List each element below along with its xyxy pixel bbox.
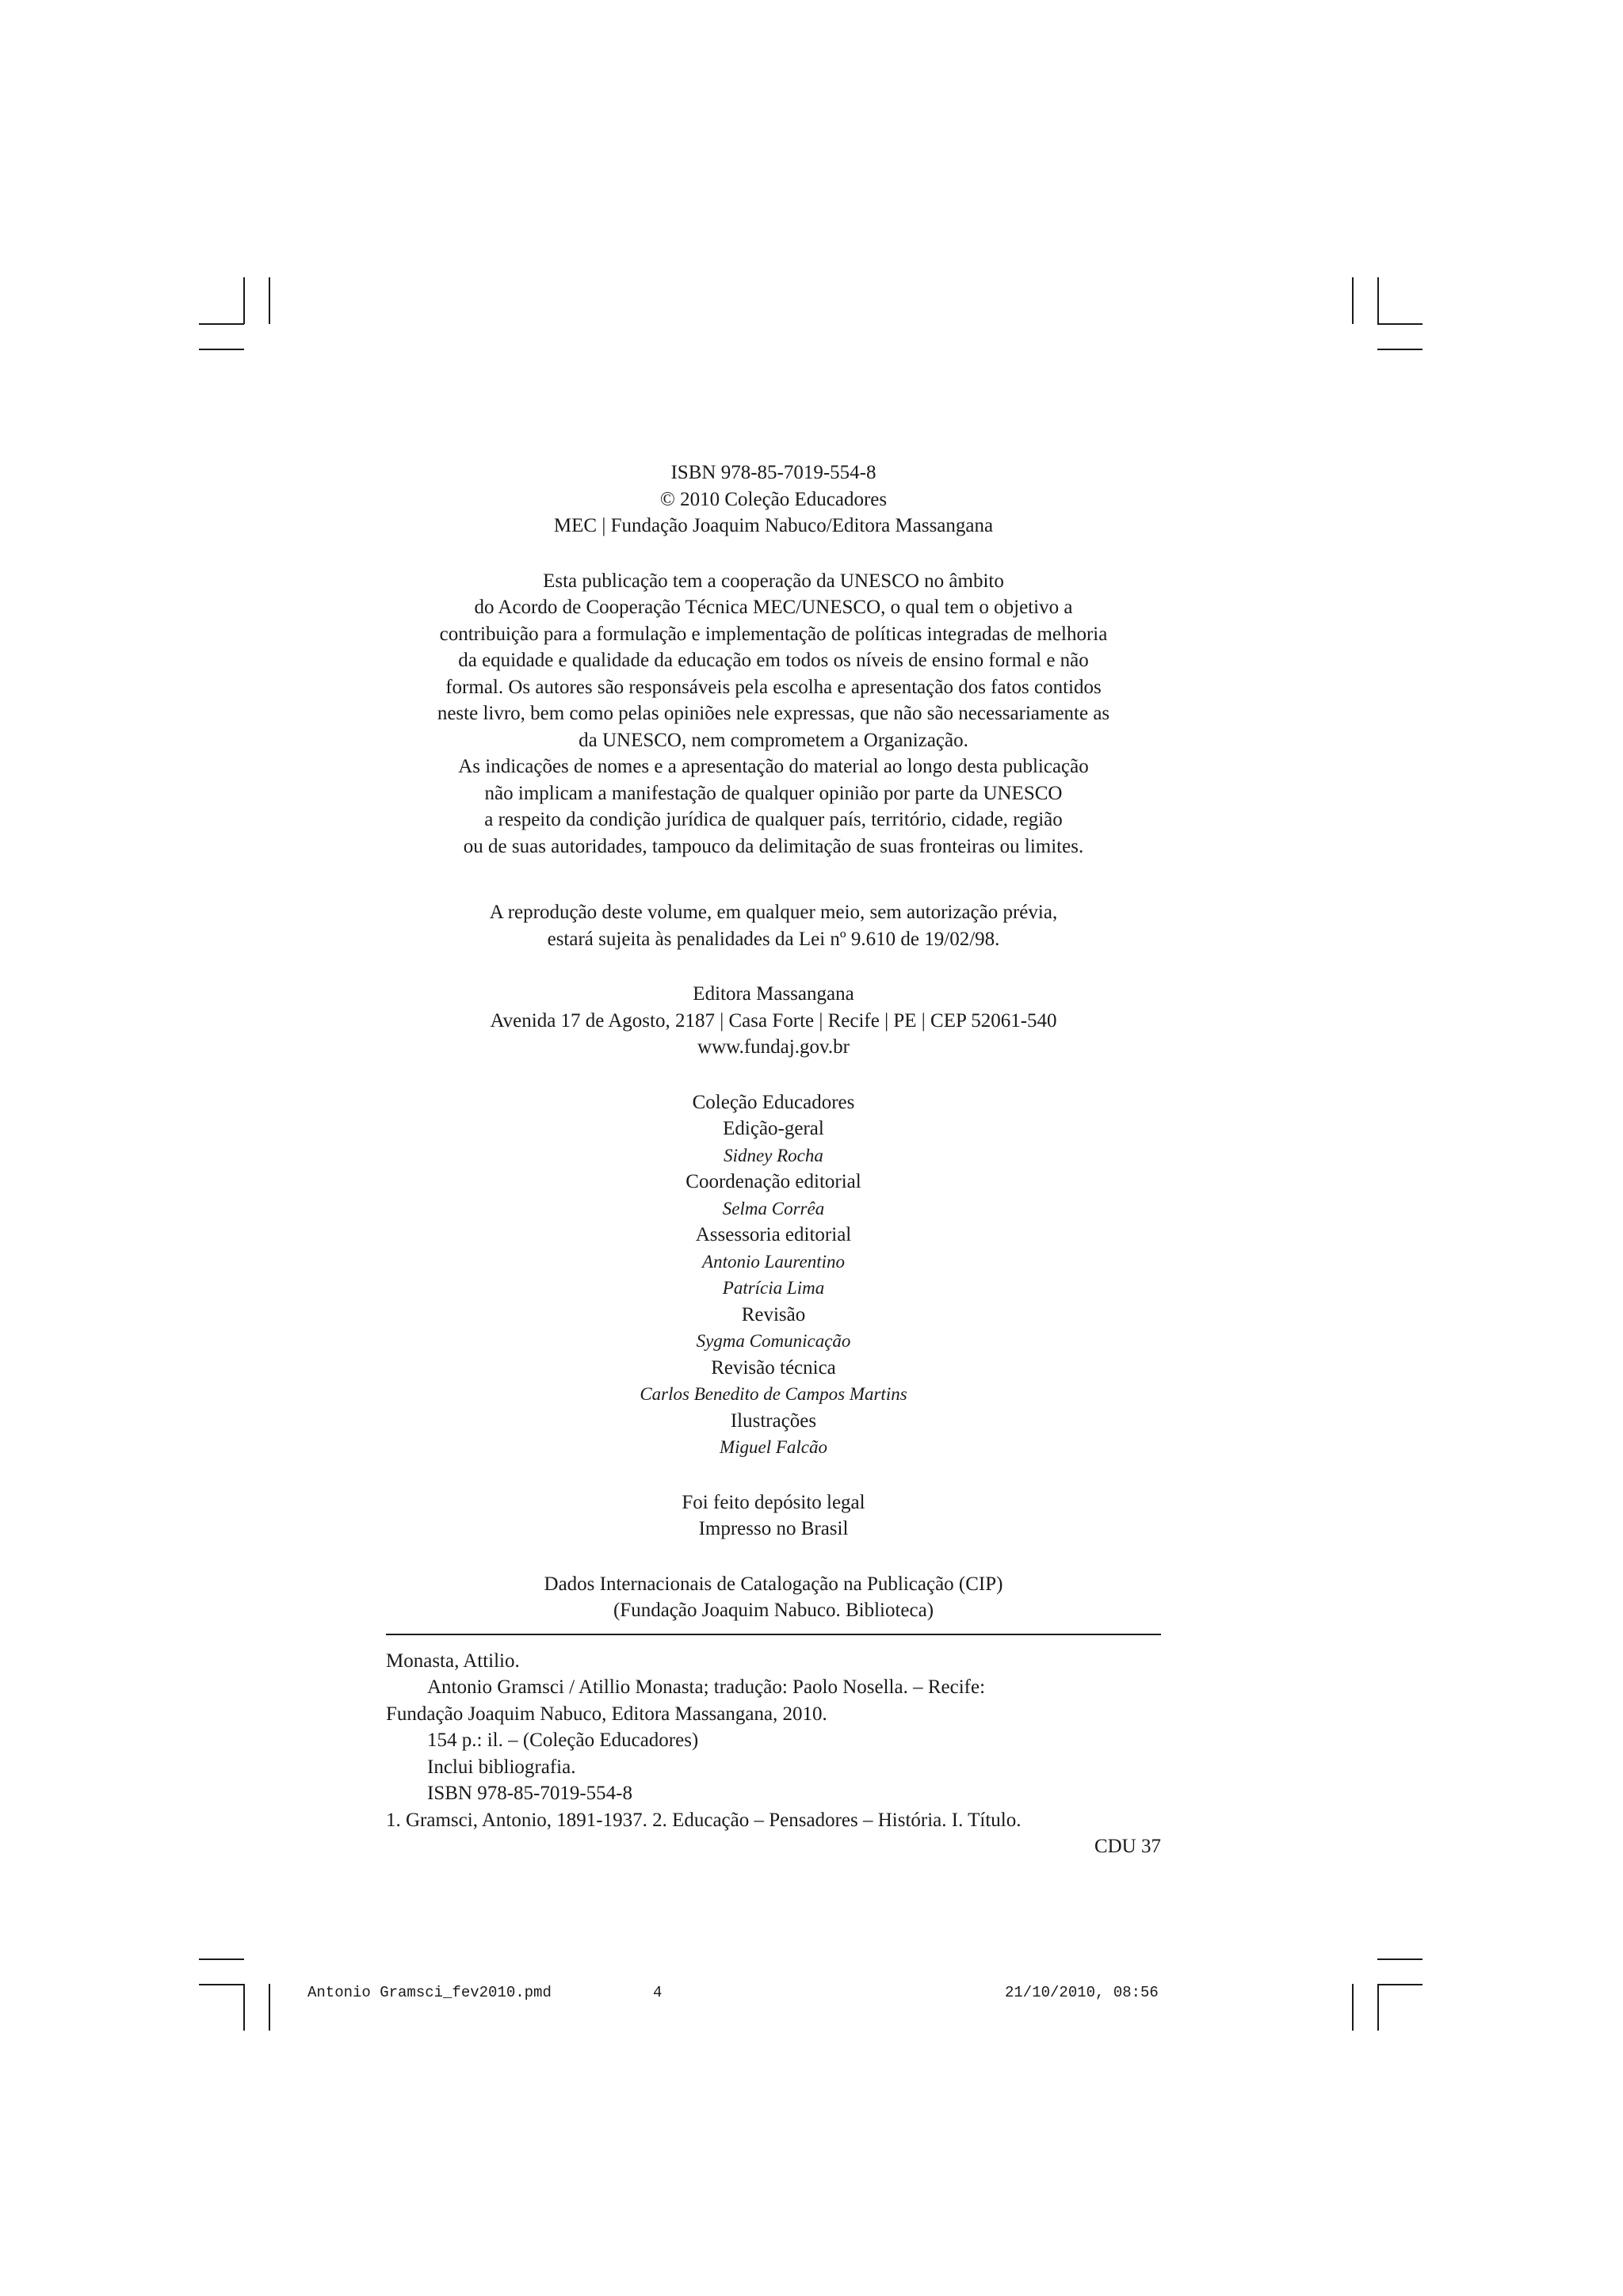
crop-mark xyxy=(243,277,245,324)
catalog-isbn: ISBN 978-85-7019-554-8 xyxy=(427,1783,633,1804)
notice-line: do Acordo de Cooperação Técnica MEC/UNESCO, o qual tem o objetivo a xyxy=(474,597,1073,618)
notice-line: A reprodução deste volume, em qualquer meio, sem autorização prévia, xyxy=(489,902,1058,923)
crop-mark xyxy=(199,1984,244,1985)
crop-mark xyxy=(1377,1958,1423,1960)
publisher-name: Editora Massangana xyxy=(693,983,854,1005)
credit-name: Miguel Falcão xyxy=(719,1437,828,1457)
crop-mark xyxy=(1377,349,1423,350)
publisher-line: MEC | Fundação Joaquim Nabuco/Editora Massangana xyxy=(553,515,994,536)
notice-line: contribuição para a formulação e implementação de políticas integradas de melhoria xyxy=(439,623,1108,645)
reproduction-notice xyxy=(386,899,1161,952)
notice-line: Esta publicação tem a cooperação da UNESCO no âmbito xyxy=(543,570,1004,592)
notice-line: estará sujeita às penalidades da Lei nº 9.610 de 19/02/98. xyxy=(547,928,1000,950)
website-link[interactable]: www.fundaj.gov.br xyxy=(697,1036,850,1058)
notice-line: a respeito da condição jurídica de qualquer país, território, cidade, região xyxy=(484,809,1063,830)
credit-name: Carlos Benedito de Campos Martins xyxy=(640,1384,907,1404)
catalog-imprint: Fundação Joaquim Nabuco, Editora Massangana, 2010. xyxy=(386,1703,827,1725)
catalog-subjects: 1. Gramsci, Antonio, 1891-1937. 2. Educação – Pensadores – História. I. Título. xyxy=(386,1809,1022,1831)
crop-mark xyxy=(269,1984,270,2031)
crop-mark xyxy=(1352,1984,1354,2031)
credit-role: Revisão técnica xyxy=(711,1356,836,1379)
street-address: Avenida 17 de Agosto, 2187 | Casa Forte | Recife | PE | CEP 52061-540 xyxy=(490,1009,1057,1032)
catalog-record xyxy=(386,1648,1161,1860)
notice-line: neste livro, bem como pelas opiniões nele expressas, que não são necessariamente as xyxy=(437,703,1110,724)
credit-role: Ilustrações xyxy=(730,1409,817,1432)
legal-deposit xyxy=(386,1489,1161,1543)
legal-line: Impresso no Brasil xyxy=(698,1518,849,1539)
publisher-address xyxy=(386,981,1161,1061)
notice-line: As indicações de nomes e a apresentação do material ao longo desta publicação xyxy=(458,756,1089,777)
slug-page-number: 4 xyxy=(653,1984,663,2001)
publication-header xyxy=(386,460,1161,540)
credit-name: Antonio Laurentino xyxy=(702,1251,845,1272)
legal-line: Foi feito depósito legal xyxy=(682,1491,865,1513)
editorial-credits xyxy=(386,1089,1161,1461)
cip-title: Dados Internacionais de Catalogação na Publicação (CIP) xyxy=(544,1573,1003,1595)
isbn: ISBN 978-85-7019-554-8 xyxy=(670,462,876,483)
catalog-title: Antonio Gramsci / Atillio Monasta; tradução: Paolo Nosella. – Recife: xyxy=(427,1676,986,1698)
crop-mark xyxy=(1377,1984,1379,2031)
cip-source: (Fundação Joaquim Nabuco. Biblioteca) xyxy=(613,1600,934,1621)
crop-mark xyxy=(1377,1984,1423,1985)
crop-mark xyxy=(243,1984,245,2031)
slug-timestamp: 21/10/2010, 08:56 xyxy=(1005,1984,1159,2001)
credit-role: Assessoria editorial xyxy=(695,1224,852,1245)
credit-name: Sidney Rocha xyxy=(724,1145,823,1165)
notice-line: da equidade e qualidade da educação em todos os níveis de ensino formal e não xyxy=(458,650,1089,671)
catalog-author: Monasta, Attilio. xyxy=(386,1650,520,1672)
credit-name: Sygma Comunicação xyxy=(696,1331,851,1351)
credit-role: Coordenação editorial xyxy=(685,1171,861,1192)
credit-name: Patrícia Lima xyxy=(722,1278,825,1298)
crop-mark xyxy=(269,277,270,324)
collection-name: Coleção Educadores xyxy=(692,1091,855,1113)
notice-line: ou de suas autoridades, tampouco da delimitação de suas fronteiras ou limites. xyxy=(463,835,1084,857)
crop-mark xyxy=(199,1958,244,1960)
crop-mark xyxy=(1377,323,1423,325)
colophon-page xyxy=(386,460,1161,1860)
catalog-bibliography: Inclui bibliografia. xyxy=(427,1756,576,1778)
credit-name: Selma Corrêa xyxy=(722,1198,825,1219)
unesco-notice xyxy=(386,568,1161,860)
credit-role: Revisão xyxy=(741,1303,806,1325)
notice-line: formal. Os autores são responsáveis pela escolha e apresentação dos fatos contidos xyxy=(445,676,1102,698)
crop-mark xyxy=(1377,277,1379,324)
catalog-pages: 154 p.: il. – (Coleção Educadores) xyxy=(427,1730,699,1751)
catalog-cdu: CDU 37 xyxy=(1094,1836,1161,1857)
copyright: © 2010 Coleção Educadores xyxy=(659,488,888,510)
slug-filename: Antonio Gramsci_fev2010.pmd xyxy=(307,1984,552,2001)
notice-line: da UNESCO, nem comprometem a Organização. xyxy=(579,729,968,751)
crop-mark xyxy=(199,349,244,350)
notice-line: não implicam a manifestação de qualquer opinião por parte da UNESCO xyxy=(484,782,1063,804)
credit-role: Edição-geral xyxy=(723,1118,824,1139)
crop-mark xyxy=(1352,277,1354,324)
cip-header xyxy=(386,1571,1161,1624)
crop-mark xyxy=(199,323,244,325)
divider xyxy=(386,1634,1161,1635)
